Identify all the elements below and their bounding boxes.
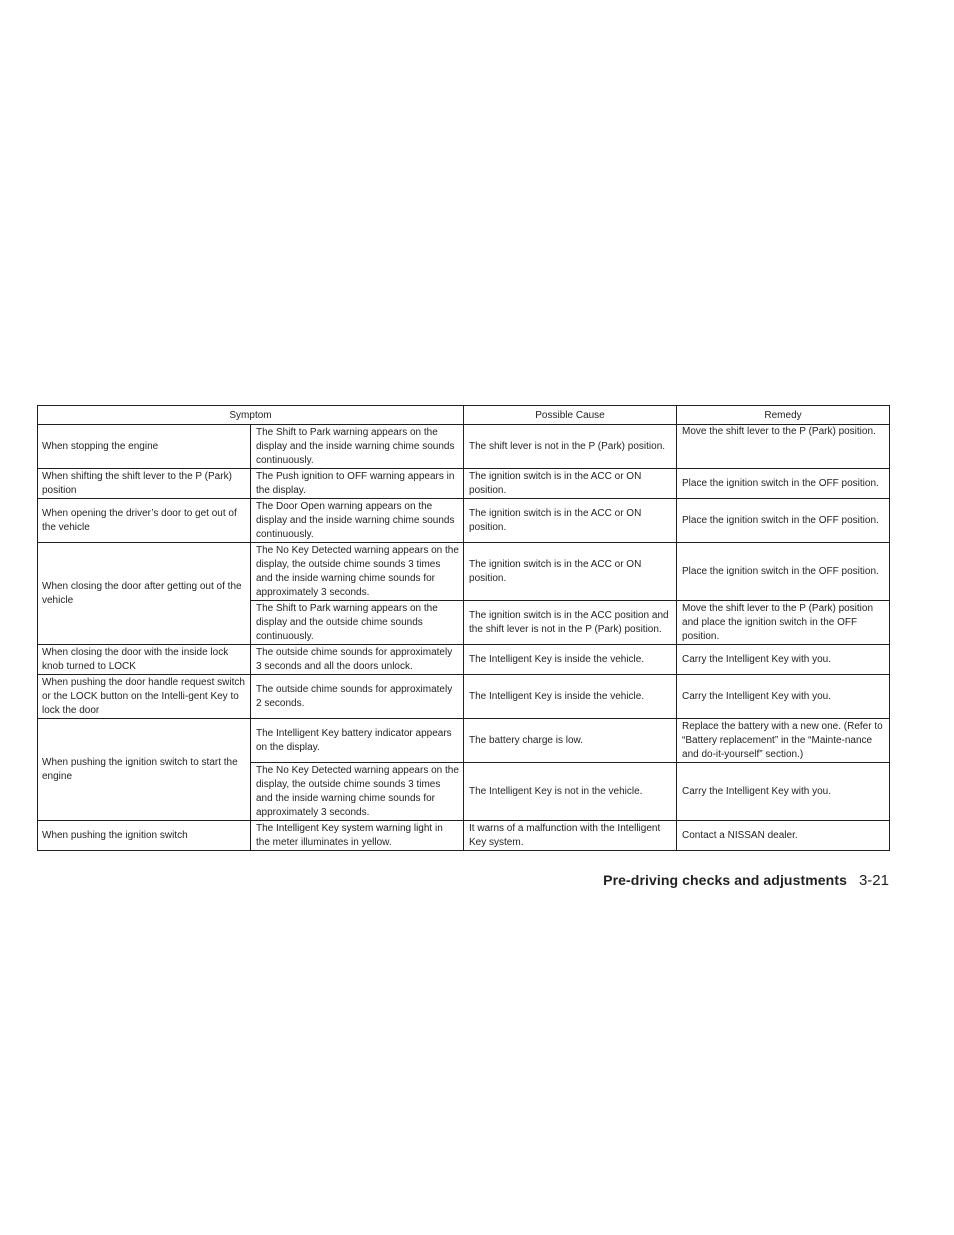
page-footer	[603, 871, 889, 890]
cause-cell: The shift lever is not in the P (Park) position.	[464, 425, 677, 469]
remedy-cell: Carry the Intelligent Key with you.	[677, 763, 890, 821]
cause-cell: The battery charge is low.	[464, 719, 677, 763]
symptom-detail-cell: The Intelligent Key battery indicator appears on the display.	[251, 719, 464, 763]
remedy-cell: Move the shift lever to the P (Park) position.	[677, 425, 890, 469]
cause-cell: The ignition switch is in the ACC or ON position.	[464, 499, 677, 543]
header-possible-cause: Possible Cause	[464, 406, 677, 425]
remedy-cell: Replace the battery with a new one. (Refer to “Battery replacement” in the “Mainte-nance and do-it-yourself” section.)	[677, 719, 890, 763]
remedy-cell: Carry the Intelligent Key with you.	[677, 675, 890, 719]
remedy-cell: Contact a NISSAN dealer.	[677, 821, 890, 851]
cause-cell: The Intelligent Key is inside the vehicle.	[464, 645, 677, 675]
table-row	[38, 821, 890, 851]
symptom-detail-cell: The Intelligent Key system warning light in the meter illuminates in yellow.	[251, 821, 464, 851]
cause-cell: The ignition switch is in the ACC or ON position.	[464, 543, 677, 601]
symptom-cell: When stopping the engine	[38, 425, 251, 469]
symptom-cell: When pushing the door handle request switch or the LOCK button on the Intelli-gent Key to lock the door	[38, 675, 251, 719]
symptom-cell: When pushing the ignition switch to start the engine	[38, 719, 251, 821]
table-row	[38, 645, 890, 675]
symptom-cell: When opening the driver’s door to get out of the vehicle	[38, 499, 251, 543]
remedy-cell: Place the ignition switch in the OFF position.	[677, 469, 890, 499]
troubleshooting-table	[37, 405, 890, 851]
remedy-cell: Place the ignition switch in the OFF position.	[677, 499, 890, 543]
symptom-detail-cell: The Shift to Park warning appears on the display and the outside chime sounds continuously.	[251, 601, 464, 645]
page-number: 3-21	[858, 872, 889, 889]
section-title: Pre-driving checks and adjustments	[603, 872, 847, 888]
remedy-cell: Move the shift lever to the P (Park) position and place the ignition switch in the OFF position.	[677, 601, 890, 645]
remedy-cell: Carry the Intelligent Key with you.	[677, 645, 890, 675]
cause-cell: The ignition switch is in the ACC or ON position.	[464, 469, 677, 499]
cause-cell: The Intelligent Key is inside the vehicle.	[464, 675, 677, 719]
symptom-cell: When closing the door with the inside lock knob turned to LOCK	[38, 645, 251, 675]
header-remedy: Remedy	[677, 406, 890, 425]
cause-cell: The Intelligent Key is not in the vehicle.	[464, 763, 677, 821]
symptom-detail-cell: The No Key Detected warning appears on the display, the outside chime sounds 3 times and the inside warning chime sounds for approximately 3 seconds.	[251, 543, 464, 601]
table-row	[38, 499, 890, 543]
symptom-detail-cell: The Push ignition to OFF warning appears in the display.	[251, 469, 464, 499]
table-header-row	[38, 406, 890, 425]
table-row	[38, 469, 890, 499]
remedy-cell: Place the ignition switch in the OFF position.	[677, 543, 890, 601]
symptom-cell: When closing the door after getting out of the vehicle	[38, 543, 251, 645]
symptom-detail-cell: The No Key Detected warning appears on the display, the outside chime sounds 3 times and the inside warning chime sounds for approximately 3 seconds.	[251, 763, 464, 821]
table-row	[38, 675, 890, 719]
header-symptom: Symptom	[38, 406, 464, 425]
cause-cell: The ignition switch is in the ACC position and the shift lever is not in the P (Park) position.	[464, 601, 677, 645]
symptom-detail-cell: The outside chime sounds for approximately 3 seconds and all the doors unlock.	[251, 645, 464, 675]
symptom-cell: When shifting the shift lever to the P (Park) position	[38, 469, 251, 499]
symptom-detail-cell: The Shift to Park warning appears on the display and the inside warning chime sounds continuously.	[251, 425, 464, 469]
table-row	[38, 719, 890, 763]
table-row	[38, 425, 890, 469]
symptom-detail-cell: The outside chime sounds for approximately 2 seconds.	[251, 675, 464, 719]
table-row	[38, 543, 890, 601]
symptom-cell: When pushing the ignition switch	[38, 821, 251, 851]
symptom-detail-cell: The Door Open warning appears on the display and the inside warning chime sounds continuously.	[251, 499, 464, 543]
cause-cell: It warns of a malfunction with the Intelligent Key system.	[464, 821, 677, 851]
